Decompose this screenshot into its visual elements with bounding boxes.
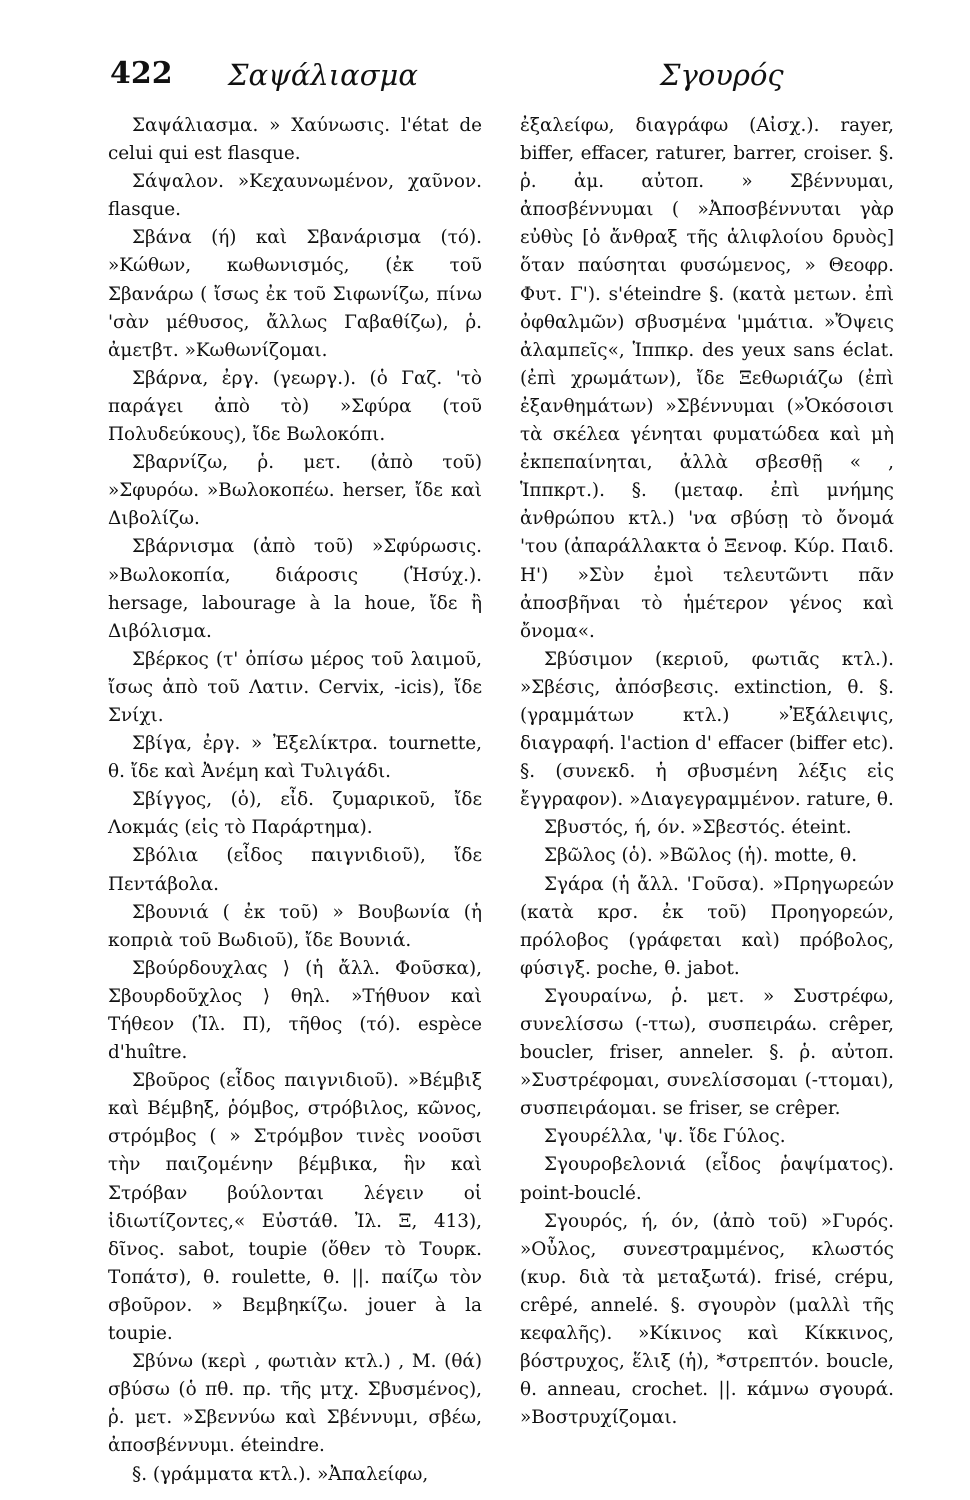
- entry-sviggos: Σβίγγος, (ὁ), εἶδ. ζυμαρικοῦ, ἴδε Λοκμάς (εἰς τὸ Παράρτημα).: [108, 789, 482, 839]
- entry-svysimon: Σβύσιμον (κεριοῦ, φωτιᾶς κτλ.). »Σβέσις, ἀπόσβεσις. extinction, θ. §. (γραμμάτων κτλ.) »Ἐξάλειψις, διαγραφή. l'action d' effacer (biffer etc). §. (συνεκδ. ἡ σβυσμένη λέξις εἰς ἔγγραφον). »Διαγεγραμμένον. rature, θ.: [520, 648, 894, 811]
- right-running-headword: Σγουρός: [660, 58, 784, 92]
- entry-sgara: Σγάρα (ἡ ἄλλ. 'Γοῦσα). »Πρηγωρεών (κατὰ κρσ. ἐκ τοῦ) Προηγορεών, πρόλοβος (γράφεται καὶ) πρόβολος, φύσιγξ. poche, θ. jabot.: [520, 873, 894, 979]
- page-header: [0, 56, 970, 96]
- entry-svourdouchlas: Σβούρδουχλας ⟩ (ἡ ἄλλ. Φοῦσκα), Σβουρδοῦχλος ⟩ θηλ. »Τήθυον καὶ Τήθεον (Ἰλ. Π), τῆθος (τό). espèce d'huître.: [108, 957, 482, 1064]
- entry-svyno-continued: ἐξαλείφω, διαγράφω (Αἰσχ.). rayer, biffer, effacer, raturer, barrer, croiser. §. ῥ. ἀμ. αὐτοπ. » Σβέννυμαι, ἀποσβέννυμαι ( »Ἀποσβέννυται γὰρ εὐθὺς [ὁ ἄνθραξ τῆς ἁλιφλοίου δρυὸς] ὅταν παύσηται φυσώμενος, » Θεοφρ. Φυτ. Γ'). s'éteindre §. (κατὰ μετων. ἐπὶ ὀφθαλμῶν) σβυσμένα 'μμάτια. »Ὄψεις ἀλαμπεῖς«, Ἱππκρ. des yeux sans éclat. (ἐπὶ χρωμάτων), ἴδε Ξεθωριάζω (ἐπὶ ἐξανθημάτων) »Σβέννυμαι (»Ὁκόσοισι τὰ σκέλεα γένηται φυματώδεα καὶ μὴ ἐκπεπαίνηται, ἀλλὰ σβεσθῇ « , Ἱππκρτ.). §. (μεταφ. ἐπὶ μνήμης ἀνθρώπου κτλ.) 'να σβύσῃ τὸ ὄνομά 'του (ἀπαράλλακτα ὁ Ξενοφ. Κύρ. Παιδ. Η') »Σὺν ἐμοὶ τελευτῶντι πᾶν ἀποσβῆναι τὸ ἡμέτερον γένος καὶ ὄνομα«.: [520, 115, 894, 642]
- entry-sapsaliasma: Σαψάλιασμα. » Χαύνωσις. l'état de celui qui est flasque.: [108, 115, 482, 165]
- entry-svouros: Σβοῦρος (εἶδος παιγνιδιοῦ). »Βέμβιξ καὶ Βέμβηξ, ῥόμβος, στρόβιλος, κῶνος, στρόμβος ( » Στρόμβον τινὲς νοοῦσι τὴν παιζομένην βέμβικα, ἣν καὶ Στρόβαν βούλονται λέγειν οἱ ἰδιωτίζοντες,« Εὐστάθ. Ἰλ. Ξ, 413), δῖνος. sabot, toupie (ὅθεν τὸ Τουρκ. Τοπάτσ), θ. roulette, θ. ||. παίζω τὸν σβοῦρον. » Βεμβηκίζω. jouer à la toupie.: [108, 1070, 482, 1345]
- entry-sgouraino: Σγουραίνω, ῥ. μετ. » Συστρέφω, συνελίσσω (-ττω), συσπειράω. crêper, boucler, friser, anneler. §. ῥ. αὐτοπ. »Συστρέφομαι, συνελίσσομαι (-ττομαι), συσπειράομαι. se friser, se crêper.: [520, 985, 894, 1120]
- entry-svarnisma: Σβάρνισμα (ἀπὸ τοῦ) »Σφύρωσις. »Βωλοκοπία, διάροσις (Ἡσύχ.). hersage, labourage à la houe, ἴδε ἢ Διβόλισμα.: [108, 536, 482, 642]
- left-column: [108, 112, 482, 1485]
- entry-svarnizo: Σβαρνίζω, ῥ. μετ. (ἀπὸ τοῦ) »Σφυρόω. »Βωλοκοπέω. herser, ἴδε καὶ Διβολίζω.: [108, 452, 482, 530]
- entry-sapsalon: Σάψαλον. »Κεχαυνωμένον, χαῦνον. flasque.: [108, 171, 482, 221]
- entry-sgourovelonia: Σγουροβελονιά (εἶδος ῥαψίματος). point-bouclé.: [520, 1154, 894, 1204]
- entry-sviga: Σβίγα, ἐργ. » Ἐξελίκτρα. tournette, θ. ἴδε καὶ Ἀνέμη καὶ Τυλιγάδι.: [108, 733, 482, 783]
- page-number: 422: [110, 56, 173, 91]
- entry-sgourella: Σγουρέλλα, 'ψ. ἴδε Γύλος.: [544, 1126, 786, 1148]
- entry-svyno-sense-2: §. (γράμματα κτλ.). »Ἀπαλείφω,: [132, 1463, 429, 1485]
- entry-svystos: Σβυστός, ή, όν. »Σβεστός. éteint.: [544, 817, 852, 839]
- left-running-headword: Σαψάλιασμα: [228, 58, 418, 92]
- entry-svyno: Σβύνω (κερὶ , φωτιὰν κτλ.) , Μ. (θά) σβύσω (ὁ πθ. πρ. τῆς μτχ. Σβυσμένος), ῥ. μετ. »Σβεννύω καὶ Σβέννυμι, σβέω, ἀποσβέννυμι. éteindre.: [108, 1351, 482, 1457]
- entry-sgouros: Σγουρός, ή, όν, (ἀπὸ τοῦ) »Γυρός. »Οὖλος, συνεστραμμένος, κλωστός (κυρ. διὰ τὰ μεταξωτά). frisé, crépu, crêpé, annelé. §. σγουρὸν (μαλλὶ τῆς κεφαλῆς). »Κίκινος καὶ Κίκκινος, βόστρυχος, ἕλιξ (ἡ), *στρεπτόν. boucle, θ. anneau, crochet. ||. κάμνω σγουρά. »Βοστρυχίζομαι.: [520, 1210, 894, 1429]
- right-column: [520, 112, 894, 1429]
- entry-svolia: Σβόλια (εἶδος παιγνιδιοῦ), ἴδε Πεντάβολα.: [108, 845, 482, 895]
- entry-svolos: Σβῶλος (ὁ). »Βῶλος (ἡ). motte, θ.: [544, 845, 858, 867]
- entry-svana: Σβάνα (ή) καὶ Σβανάρισμα (τό). »Κώθων, κωθωνισμός, (ἐκ τοῦ Σβανάρω ( ἴσως ἐκ τοῦ Σιφωνίζω, πίνω 'σὰν μέθυσος, ἄλλως Γαβαθίζω), ῥ. ἀμετβτ. »Κωθωνίζομαι.: [108, 227, 482, 361]
- entry-svarna: Σβάρνα, ἐργ. (γεωργ.). (ὁ Γαζ. 'τὸ παράγει ἀπὸ τὸ) »Σφύρα (τοῦ Πολυδεύκους), ἴδε Βωλοκόπι.: [108, 367, 482, 446]
- entry-sverkos: Σβέρκος (τ' ὀπίσω μέρος τοῦ λαιμοῦ, ἴσως ἀπὸ τοῦ Λατιν. Cervix, -icis), ἴδε Σνίχι.: [108, 648, 482, 726]
- entry-svounia: Σβουνιά ( ἐκ τοῦ) » Βουβωνία (ἡ κοπριὰ τοῦ Βωδιοῦ), ἴδε Βουνιά.: [108, 901, 482, 951]
